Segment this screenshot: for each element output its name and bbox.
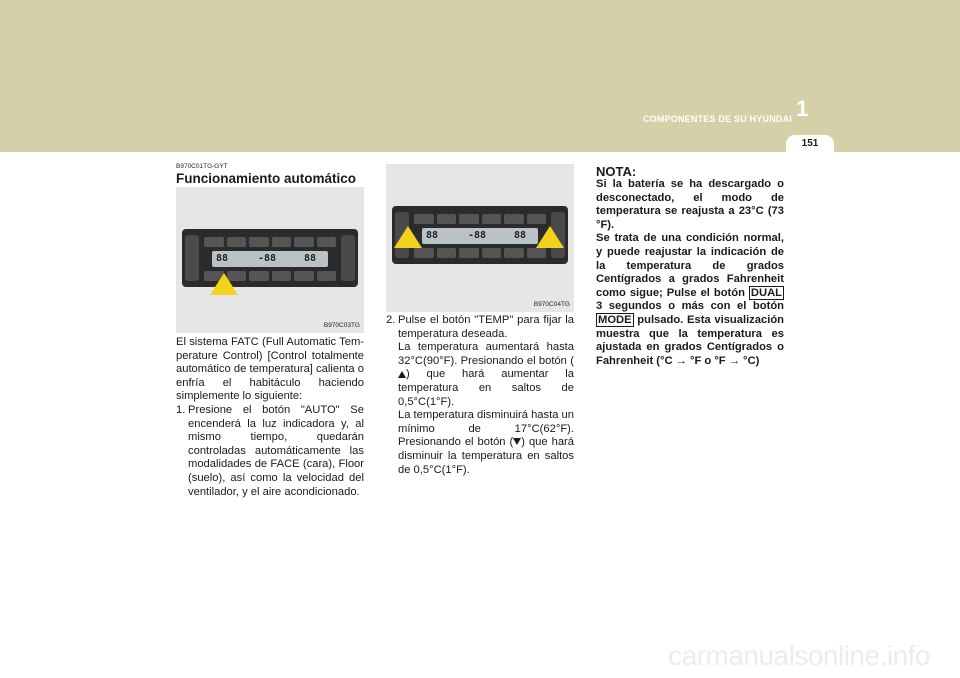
- chapter-number: 1: [796, 96, 809, 121]
- mode-button-label: MODE: [598, 313, 632, 326]
- chapter-title: COMPONENTES DE SU HYUNDAI: [642, 114, 792, 124]
- intro-text: El sistema FATC (Full Automatic Tem-perature Control) [Control totalmente automático de temperatura] calienta o enfría el habitáculo haciendo simplemente lo siguiente:: [176, 336, 364, 403]
- page-number: 151: [801, 138, 819, 149]
- section-code: B970C01TG-GYT: [176, 163, 228, 170]
- increase-text-b: ) que hará aumentar la temperatura en saltos de 0,5°C(1°F).: [398, 368, 574, 408]
- watermark: [0, 640, 960, 672]
- item-text-line2: [398, 341, 574, 409]
- climate-control-panel: [182, 229, 358, 287]
- upper-button-row: [414, 214, 546, 224]
- item-number: 2.: [386, 314, 396, 326]
- figure-code: B970C04TG: [533, 301, 570, 308]
- decrease-text-b: ) que hará disminuir la temperatura en saltos de 0,5°C(1°F).: [398, 436, 575, 476]
- item-text-line3: [398, 409, 574, 477]
- header-band: [0, 0, 960, 152]
- section-title: Funcionamiento automático: [176, 171, 357, 186]
- item-text-line1: Pulse el botón "TEMP" para fijar la temperatura deseada.: [398, 314, 574, 340]
- nota-text-d: pulsado. Esta visualización muestra que la temperatura es ajustada en grados Centígrados o Fahrenheit (°C → °F o °F → °C): [596, 313, 784, 367]
- dual-button-label: DUAL: [750, 286, 782, 299]
- lcd-display: 88 -88 88: [422, 228, 538, 244]
- lower-button-row: [414, 248, 546, 258]
- temp-rocker-right: [341, 235, 355, 281]
- list-item-2: [386, 314, 574, 477]
- item-text: Presione el botón "AUTO" Se encenderá la luz indicadora y, al mismo tiempo, quedarán controladas automáticamente las modalidades de FACE (cara), Floor (suelo), así como la velocidad del ventilador, y el aire acondicionado.: [188, 404, 364, 498]
- increase-text-a: La temperatura aumentará hasta 32°C(90°F). Presionando el botón (: [398, 341, 574, 367]
- decrease-text-a: La temperatura disminuirá hasta un mínimo de 17°C(62°F). Presionando el botón (: [398, 409, 574, 449]
- nota-text-c: 3 segundos o más con el botón: [596, 300, 784, 313]
- nota-text: [596, 178, 784, 368]
- arrow-icon-right: [536, 226, 564, 248]
- watermark-text: carmanualsonline.info: [668, 640, 930, 671]
- nota-text-a: Si la batería se ha descargado o desconectado, el modo de temperatura se reajusta a 23°C (73 °F).: [596, 178, 784, 231]
- figure-climate-panel-right: [386, 164, 574, 312]
- nota-title: NOTA:: [596, 164, 637, 179]
- temp-rocker-left: [185, 235, 199, 281]
- arrow-icon-left: [394, 226, 422, 248]
- list-item-1: [176, 404, 364, 499]
- triangle-up-icon: [398, 371, 406, 378]
- figure-code: B970C03TG: [323, 322, 360, 329]
- intro-paragraph: [176, 336, 364, 404]
- figure-climate-panel-left: [176, 187, 364, 333]
- nota-text-b: Se trata de una condición normal, y puede reajustar la indicación de la temperatura de grados Centígrados a grados Fahrenheit como sigue; Pulse el botón: [596, 232, 784, 299]
- lcd-display: 88 -88 88: [212, 251, 328, 267]
- arrow-icon: [210, 273, 238, 295]
- item-number: 1.: [176, 404, 186, 416]
- upper-button-row: [204, 237, 336, 247]
